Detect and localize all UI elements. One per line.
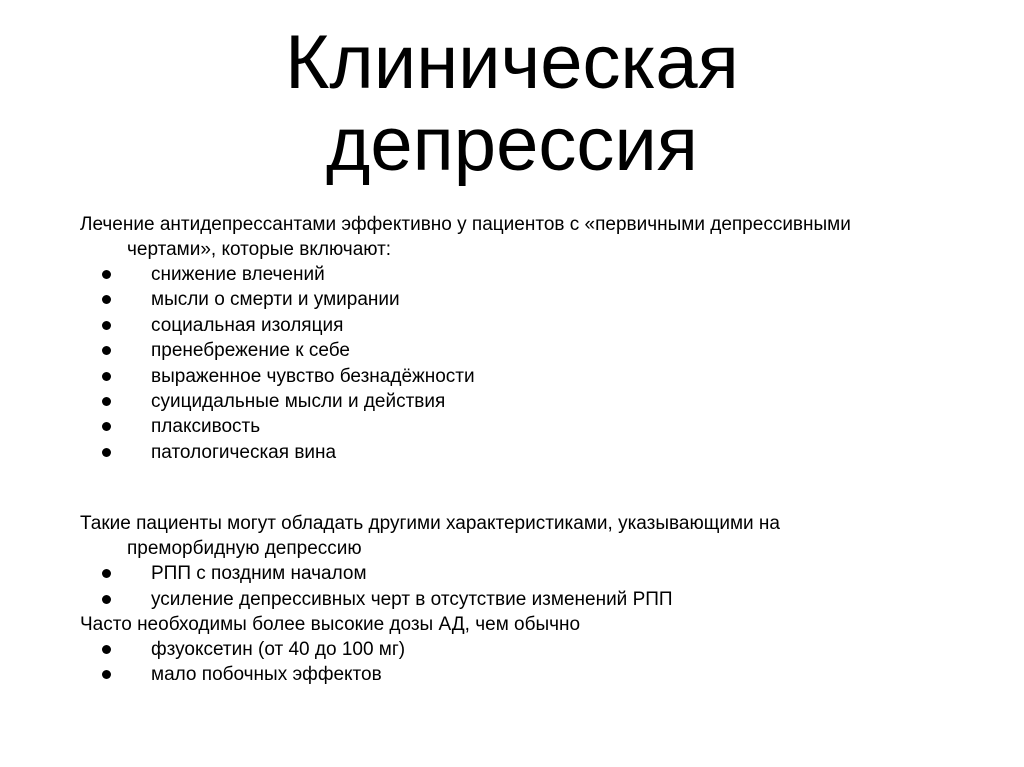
- section-3-list: [80, 637, 980, 688]
- list-item: [80, 561, 980, 586]
- bullet-icon: [102, 569, 111, 578]
- list-item: [80, 414, 980, 439]
- list-item-text: суицидальные мысли и действия: [151, 391, 446, 413]
- list-item-text: выраженное чувство безнадёжности: [151, 365, 475, 387]
- list-item-text: патологическая вина: [151, 441, 337, 463]
- list-item: [80, 587, 980, 612]
- slide-title-line-2: депрессия: [326, 102, 698, 187]
- bullet-icon: [102, 595, 111, 604]
- list-item-text: мало побочных эффектов: [151, 664, 382, 686]
- bullet-icon: [102, 372, 111, 381]
- section-1-intro-line-2: чертами», которые включают:: [127, 239, 392, 260]
- list-item: [80, 364, 980, 389]
- bullet-icon: [102, 397, 111, 406]
- list-item: [80, 313, 980, 338]
- section-2-list: [80, 561, 980, 612]
- slide-content: [80, 212, 980, 688]
- bullet-icon: [102, 448, 111, 457]
- list-item-text: усиление депрессивных черт в отсутствие изменений РПП: [151, 588, 673, 610]
- bullet-icon: [102, 422, 111, 431]
- list-item: [80, 338, 980, 363]
- section-1-list: [80, 262, 980, 465]
- section-2-intro-line-1: Такие пациенты могут обладать другими характеристиками, указывающими на: [80, 513, 780, 535]
- bullet-icon: [102, 645, 111, 654]
- list-item-text: мысли о смерти и умирании: [151, 289, 400, 311]
- list-item-text: социальная изоляция: [151, 314, 344, 336]
- list-item: [80, 662, 980, 687]
- section-2-intro: [80, 511, 980, 561]
- slide-title: [0, 22, 1024, 186]
- section-1-intro-line-1: Лечение антидепрессантами эффективно у пациентов с «первичными депрессивными: [80, 214, 851, 235]
- section-1-intro: [80, 212, 980, 262]
- list-item: [80, 287, 980, 312]
- bullet-icon: [102, 295, 111, 304]
- list-item-text: фзуоксетин (от 40 до 100 мг): [151, 639, 406, 661]
- section-spacer: [80, 465, 980, 511]
- bullet-icon: [102, 270, 111, 279]
- list-item-text: плаксивость: [151, 416, 261, 438]
- list-item-text: РПП с поздним началом: [151, 563, 367, 585]
- slide-title-line-1: Клиническая: [285, 20, 739, 105]
- bullet-icon: [102, 321, 111, 330]
- section-3-intro-line-1: Часто необходимы более высокие дозы АД, чем обычно: [80, 614, 581, 636]
- list-item-text: пренебрежение к себе: [151, 340, 350, 362]
- list-item-text: снижение влечений: [151, 264, 325, 285]
- section-3-intro: [80, 612, 980, 637]
- list-item: [80, 637, 980, 662]
- list-item: [80, 389, 980, 414]
- bullet-icon: [102, 346, 111, 355]
- section-2-intro-line-2: преморбидную депрессию: [127, 538, 362, 560]
- list-item: [80, 440, 980, 465]
- list-item: [80, 262, 980, 287]
- bullet-icon: [102, 670, 111, 679]
